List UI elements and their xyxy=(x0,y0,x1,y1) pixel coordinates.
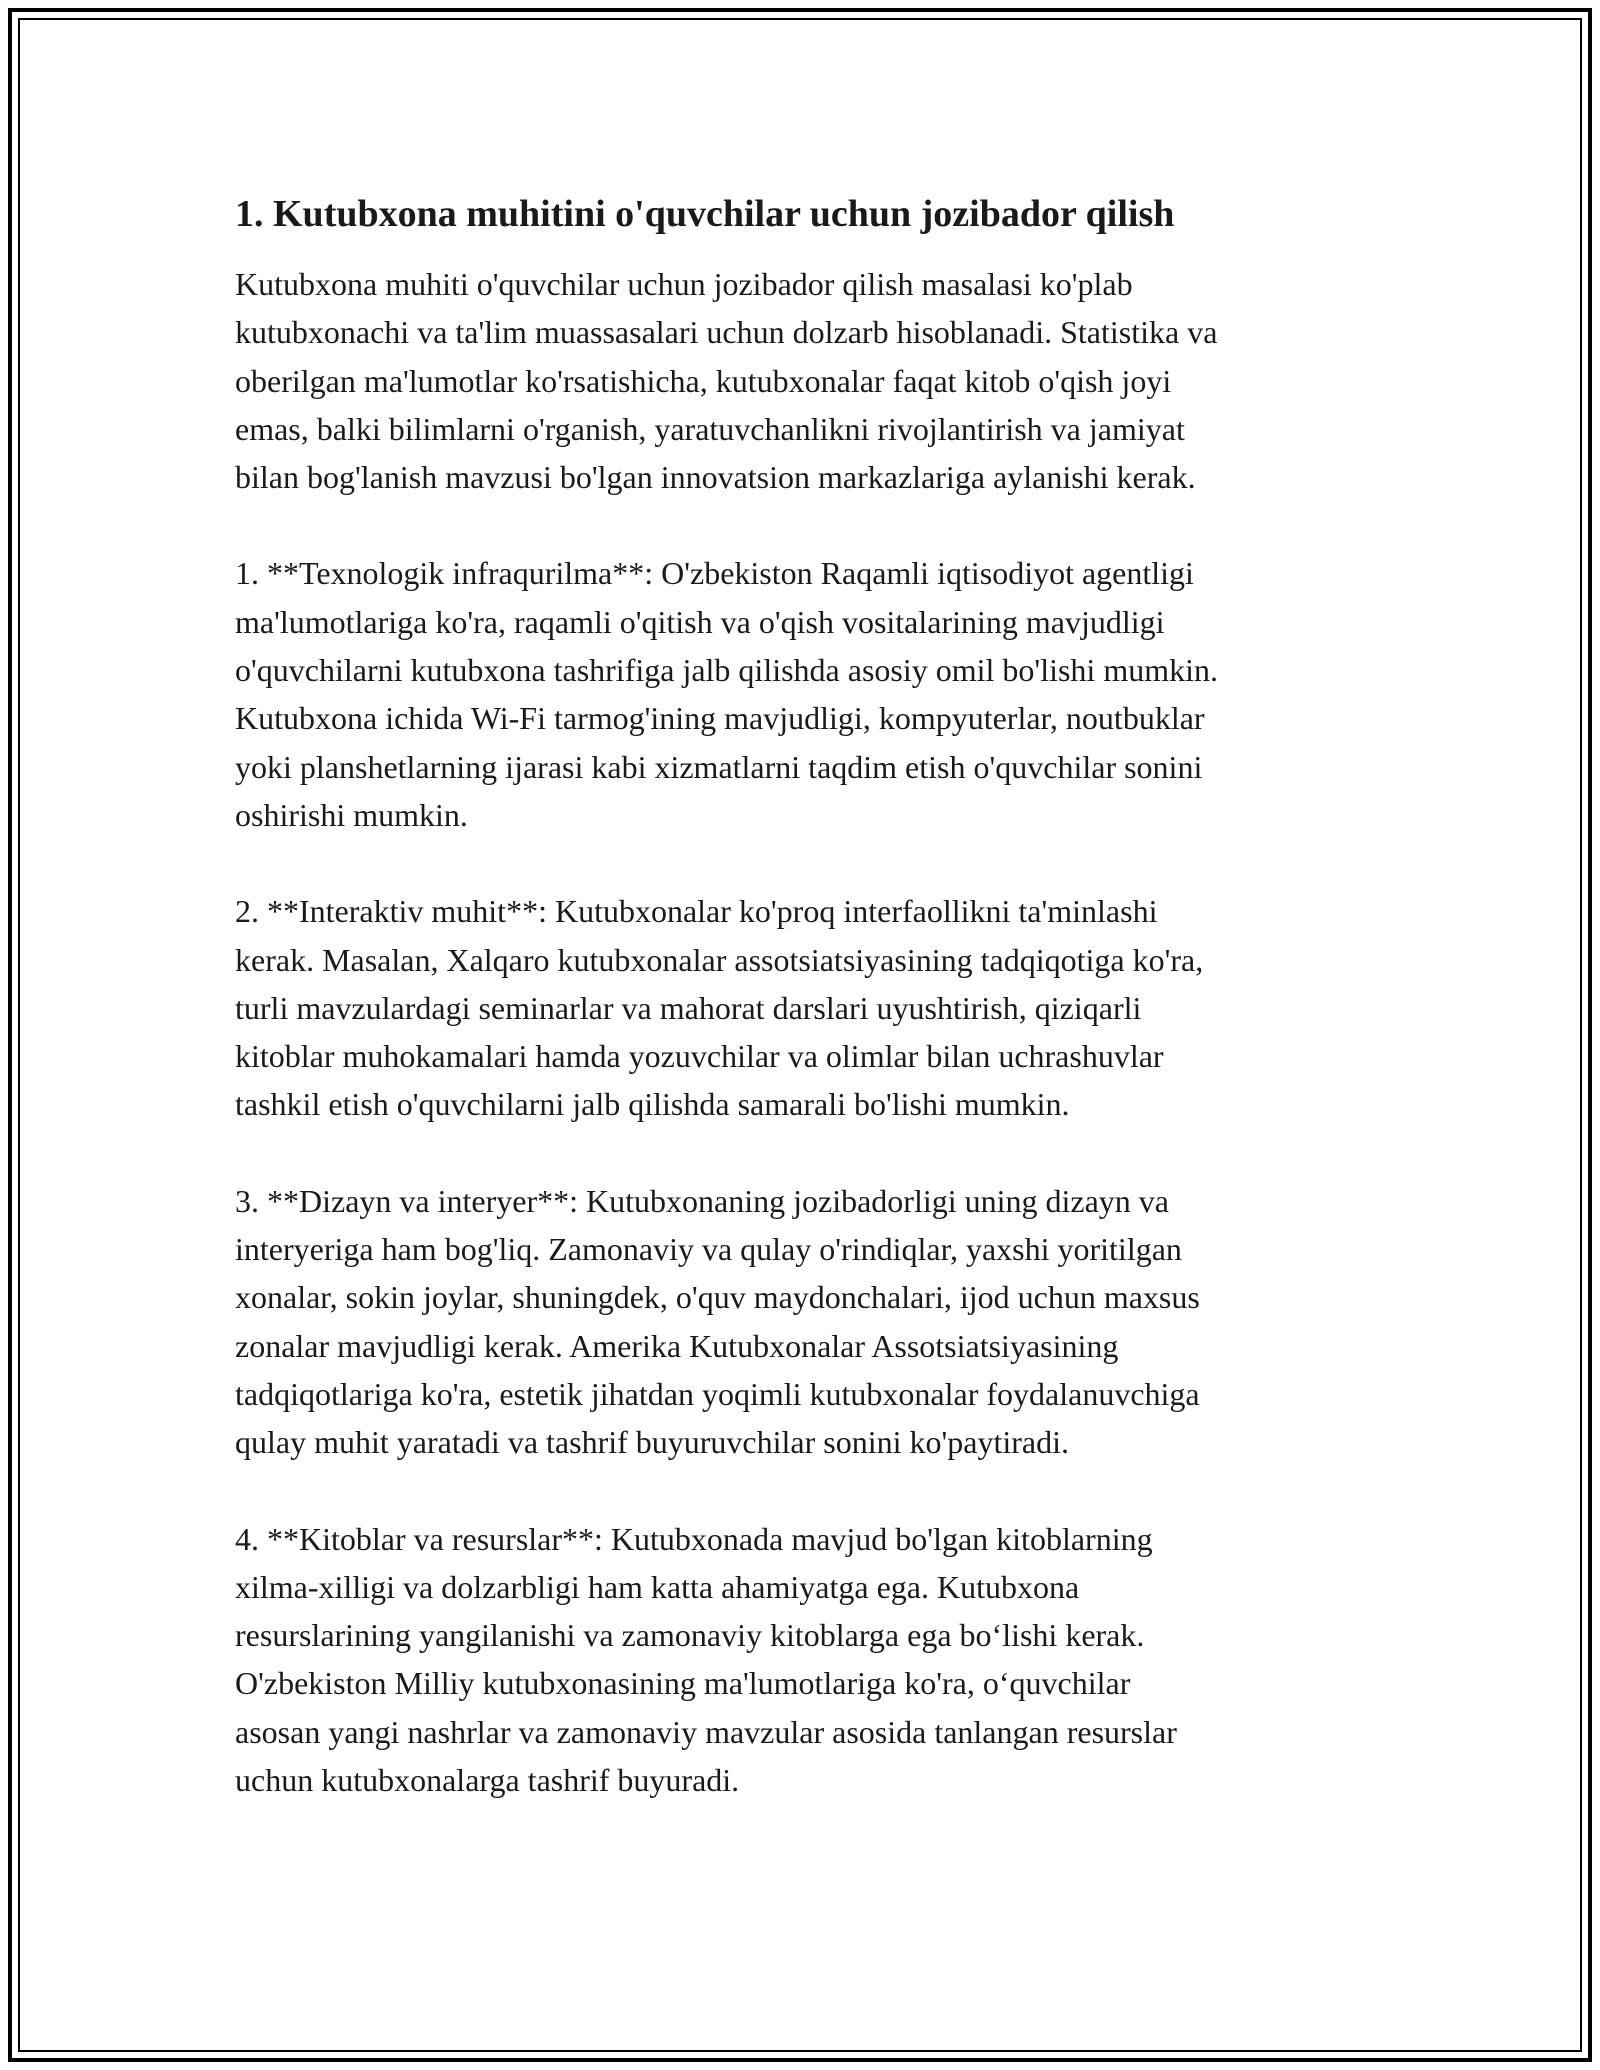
paragraph-books-resources: 4. **Kitoblar va resurslar**: Kutubxonada mavjud bo'lgan kitoblarning xilma-xilligi va dolzarbligi ham katta ahamiyatga ega. Kutubxona resurslarining yangilanishi va zamonaviy kitoblarga ega bo‘lishi kerak. O'zbekiston Milliy kutubxonasining ma'lumotlariga ko'ra, o‘quvchilar asosan yangi nashrlar va zamonaviy mavzular asosida tanlangan resurslar uchun kutubxonalarga tashrif buyuradi. xyxy=(235,1520,1177,1799)
intro-paragraph: Kutubxona muhiti o'quvchilar uchun jozibador qilish masalasi ko'plab kutubxonachi va ta'lim muassasalari uchun dolzarb hisoblanadi. Statistika va oberilgan ma'lumotlar ko'rsatishicha, kutubxonalar faqat kitob o'qish joyi emas, balki bilimlarni o'rganish, yaratuvchanlikni rivojlantirish va jamiyat bilan bog'lanish mavzusi bo'lgan innovatsion markazlariga aylanishi kerak. xyxy=(235,266,1218,496)
paragraph-interactive-environment: 2. **Interaktiv muhit**: Kutubxonalar ko'proq interfaollikni ta'minlashi kerak. Masalan, Xalqaro kutubxonalar assotsiatsiyasining tadqiqotiga ko'ra, turli mavzulardagi seminarlar va mahorat darslari uyushtirish, qiziqarli kitoblar muhokamalari hamda yozuvchilar va olimlar bilan uchrashuvlar tashkil etish o'quvchilarni jalb qilishda samarali bo'lishi mumkin. xyxy=(235,893,1204,1123)
paragraph-design-interior: 3. **Dizayn va interyer**: Kutubxonaning jozibadorligi uning dizayn va interyeriga ham bog'liq. Zamonaviy va qulay o'rindiqlar, yaxshi yoritilgan xonalar, sokin joylar, shuningdek, o'quv maydonchalari, ijod uchun maxsus zonalar mavjudligi kerak. Amerika Kutubxonalar Assotsiatsiyasining tadqiqotlariga ko'ra, estetik jihatdan yoqimli kutubxonalar foydalanuvchiga qulay muhit yaratadi va tashrif buyuruvchilar sonini ko'paytiradi. xyxy=(235,1182,1200,1461)
paragraph-technology-infrastructure: 1. **Texnologik infraqurilma**: O'zbekiston Raqamli iqtisodiyot agentligi ma'lumotlariga ko'ra, raqamli o'qitish va o'qish vositalarining mavjudligi o'quvchilarni kutubxona tashrifiga jalb qilishda asosiy omil bo'lishi mumkin. Kutubxona ichida Wi-Fi tarmog'ining mavjudligi, kompyuterlar, noutbuklar yoki planshetlarning ijarasi kabi xizmatlarni taqdim etish o'quvchilar sonini oshirishi mumkin. xyxy=(235,555,1218,833)
section-title: 1. Kutubxona muhitini o'quvchilar uchun jozibador qilish xyxy=(235,193,1175,235)
document-body xyxy=(235,186,1370,1852)
